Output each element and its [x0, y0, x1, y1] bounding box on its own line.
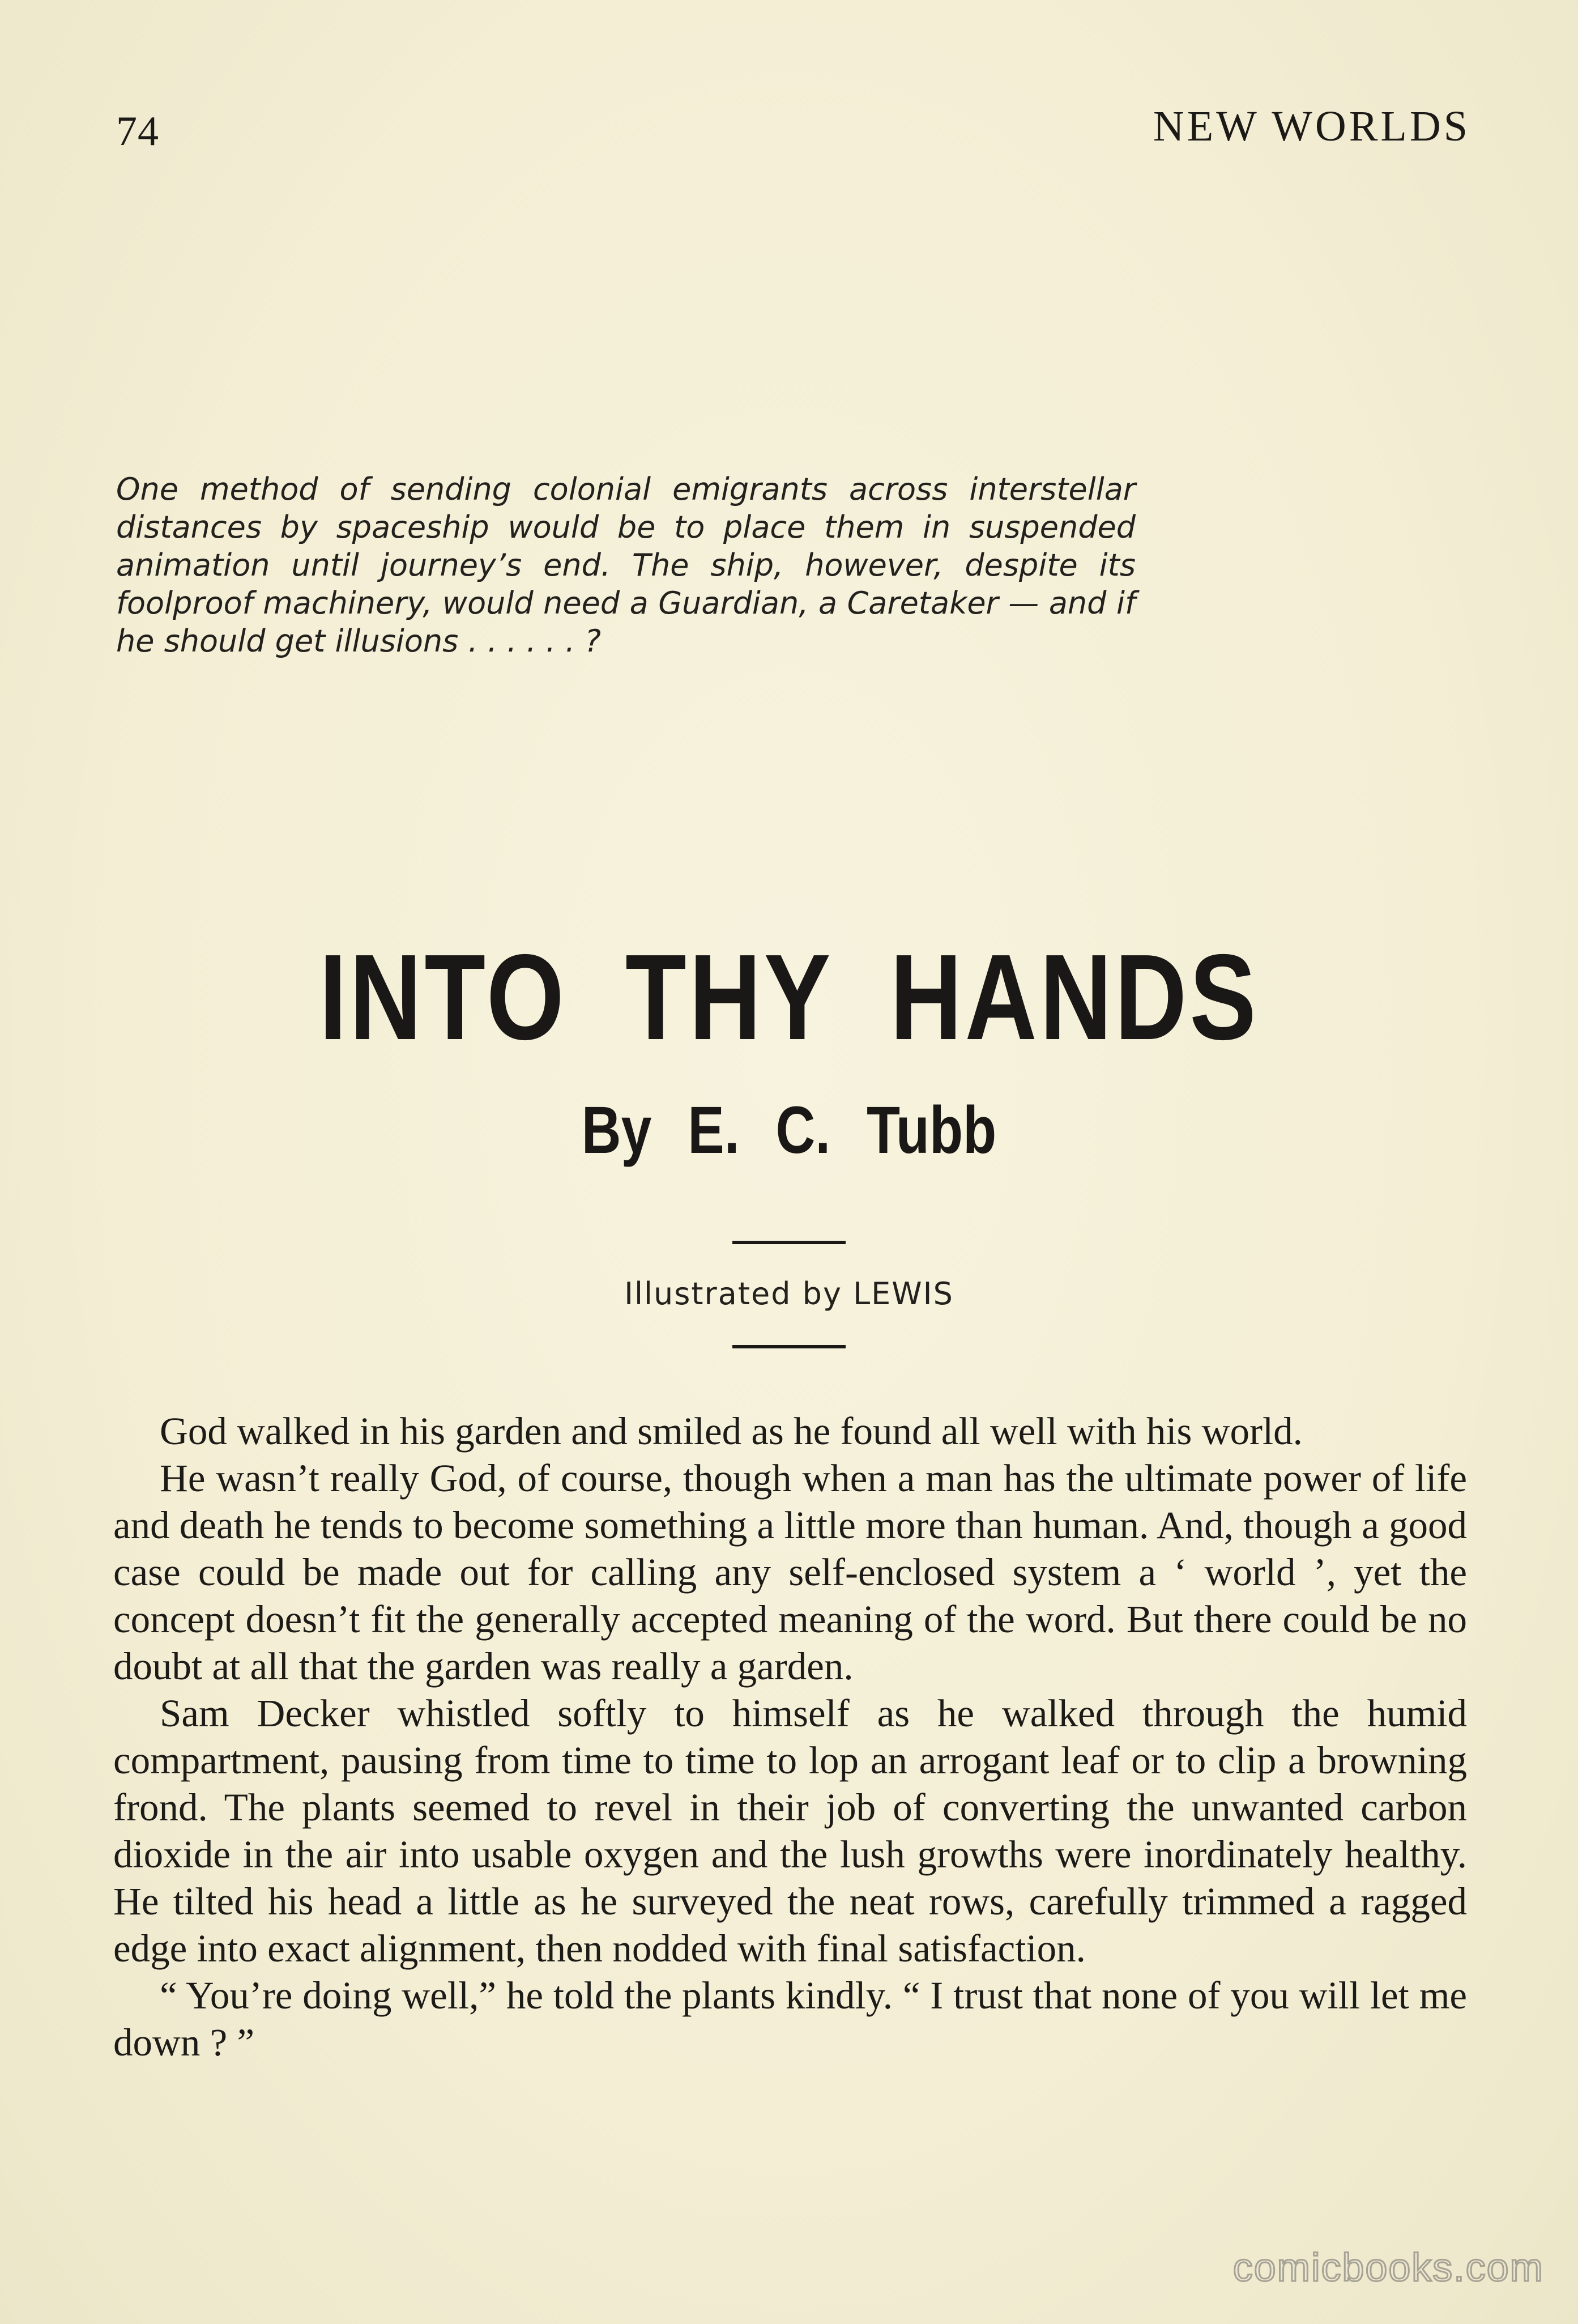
story-paragraph: God walked in his garden and smiled as he found all well with his world.: [160, 1410, 1303, 1453]
site-watermark: comicbooks.com: [1232, 2245, 1544, 2289]
page-header: [116, 102, 1470, 164]
story-body: [113, 1408, 1467, 2066]
author-byline: By E. C. Tubb: [581, 1093, 997, 1168]
illustrator-credit: Illustrated by LEWIS: [624, 1276, 954, 1312]
story-paragraph: Sam Decker whistled softly to himself as he walked through the humid compartment, pausing from time to time to lop an arrogant leaf or to clip a browning frond. The plants seemed to revel in their job of converting the unwanted carbon dioxide in the air into usable oxygen and the lush growths were inordinately healthy. He tilted his head a little as he surveyed the neat rows, carefully trimmed a ragged edge into exact alignment, then nodded with final satisfaction.: [113, 1692, 1467, 1970]
running-head-magazine-name: NEW WORLDS: [1153, 103, 1470, 150]
divider-rule-top: [732, 1241, 846, 1244]
story-intro-blurb: One method of sending colonial emigrants across interstellar distances by spaceship would be to place them in suspended animation until journey’s end. The ship, however, despite its foolproof machinery, would need a Guardian, a Caretaker — and if he should get illusions . . . . . . ?: [116, 471, 1136, 659]
divider-rule-bottom: [732, 1345, 846, 1348]
page-number: 74: [116, 108, 159, 155]
title-block: [0, 929, 1578, 1348]
story-paragraph: “ You’re doing well,” he told the plants kindly. “ I trust that none of you will let me down ? ”: [113, 1974, 1467, 2064]
story-paragraph: He wasn’t really God, of course, though when a man has the ultimate power of life and death he tends to become something a little more than human. And, though a good case could be made out for calling any self-enclosed system a ‘ world ’, yet the concept doesn’t fit the generally accepted meaning of the word. But there could be no doubt at all that the garden was really a garden.: [113, 1457, 1467, 1688]
story-title: INTO THY HANDS: [319, 929, 1259, 1065]
